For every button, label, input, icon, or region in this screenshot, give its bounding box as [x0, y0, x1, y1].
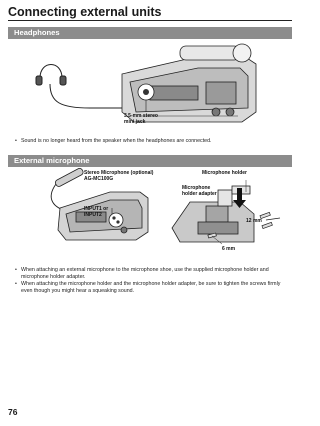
stereo-microphone-label-line1: Stereo Microphone (optional) — [84, 170, 154, 176]
input-label-line1: INPUT1 or — [84, 206, 109, 212]
list-item: • Sound is no longer heard from the speaker when the headphones are connected. — [15, 138, 285, 145]
jack-label-line1: 3.5-mm stereo — [124, 113, 158, 119]
dimension-6mm-label: 6 mm — [222, 246, 236, 252]
list-item: • When attaching an external microphone to the microphone shoe, use the supplied microphone holder and microphone holder adapter. — [15, 267, 287, 281]
camcorder-drawing — [122, 44, 256, 122]
adapter-label-line2: holder adapter — [182, 190, 217, 197]
external-microphone-illustration — [40, 168, 288, 246]
input-label-line2: INPUT2 — [84, 211, 102, 218]
section-heading-external-microphone: External microphone — [8, 155, 292, 167]
headphones-icon — [36, 65, 66, 86]
stereo-microphone-label — [84, 171, 153, 183]
external-microphone-notes — [15, 267, 287, 295]
input-label — [84, 207, 108, 219]
dimension-12mm-label: 12 mm — [246, 218, 262, 224]
adapter-label-line1: Microphone — [182, 185, 211, 191]
screw-icon — [260, 212, 280, 228]
page-title: Connecting external units — [8, 5, 292, 21]
headphones-notes — [15, 138, 285, 145]
microphone-holder-adapter-label — [182, 186, 217, 198]
jack-label-line2: mini jack — [124, 118, 146, 125]
jack-label — [124, 114, 158, 126]
input-detail-callout — [109, 213, 123, 227]
section-heading-headphones: Headphones — [8, 27, 292, 39]
microphone-holder-label: Microphone holder — [202, 170, 247, 176]
list-item: • When attaching the microphone holder and the microphone holder adapter, be sure to tighten the screws firmly even though you might hear a squeaking sound. — [15, 281, 287, 295]
stereo-microphone-icon — [54, 168, 84, 188]
page-number: 76 — [8, 407, 18, 417]
stereo-microphone-label-line2: AG-MC100G — [84, 175, 114, 182]
